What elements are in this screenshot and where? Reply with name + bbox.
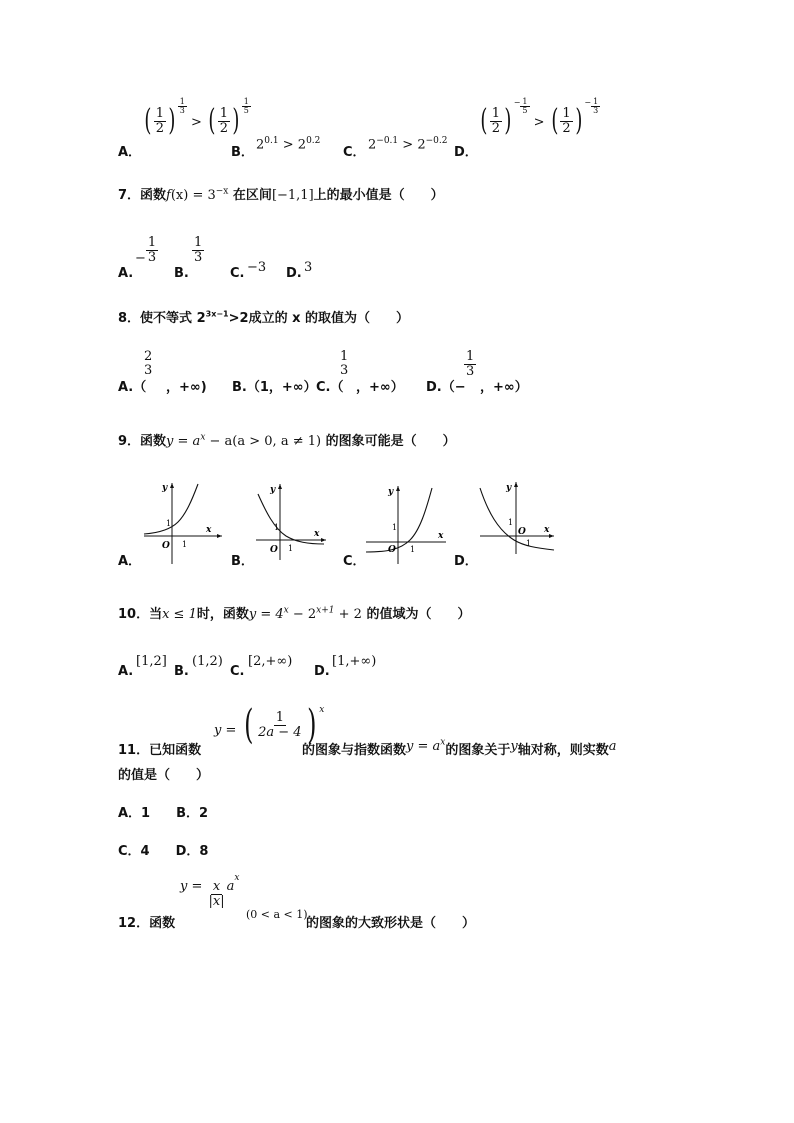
q9-a-one-x: 1 — [182, 540, 188, 549]
q6-option-a-expression: ( $\frac{1}{2}$ ) $\frac{1}{3}$ > ( $\frac{1}{2}$ ) $\frac{1}{5}$ — [144, 97, 249, 138]
q6-label-b: B． — [231, 145, 254, 160]
q9-a-axis-y: y — [162, 483, 168, 493]
q9-graph-c — [362, 478, 458, 568]
q9-graph-b — [252, 478, 348, 568]
q9-graph-a — [140, 478, 230, 568]
q6-option-b-expression: $2^{0.1} > 2^{0.2}$ — [256, 136, 321, 153]
q10-label-c: C. — [230, 664, 245, 679]
q8-stem: 8．使不等式 $2^{3x-1}>2$成立的 x 的取值为（ ） — [118, 309, 410, 326]
q10-option-a-value: [1,2] — [136, 654, 167, 669]
q11-formula: y = ( $\frac{1}{2a - 4}$ ) $^x$ — [214, 702, 325, 748]
q9-a-origin: O — [162, 541, 170, 551]
q8-option-d-fraction: $\frac{1}{3}$ — [466, 349, 475, 379]
q12-formula: y = $\frac{x}{|x|}$ $a^x$ — [180, 873, 240, 909]
q9-c-one-x: 1 — [410, 545, 416, 554]
q9-b-axis-x: x — [314, 529, 320, 539]
q10-label-a: A. — [118, 664, 134, 679]
q9-b-one-x: 1 — [288, 544, 294, 553]
q9-d-one-y: 1 — [508, 518, 514, 527]
q9-label-a: A． — [118, 554, 142, 569]
q8-option-b: B.（1，+∞） — [232, 380, 317, 395]
q9-b-origin: O — [270, 545, 278, 555]
q8-option-a-fraction: 2 3 — [144, 349, 153, 378]
q9-d-axis-y: y — [506, 483, 512, 493]
q11-stem — [118, 702, 678, 783]
q10-option-c-value: [2,+∞) — [248, 654, 293, 669]
q7-stem: 7．函数$f(x) = 3^{-x}$ 在区间[−1,1]上的最小值是（ ） — [118, 186, 444, 203]
q11-mid: 的图象与指数函数$y = a^x$的图象关于y轴对称，则实数a — [302, 737, 617, 758]
q9-b-axis-y: y — [270, 485, 276, 495]
q10-option-d-value: [1,+∞) — [332, 654, 377, 669]
q10-options — [118, 652, 418, 682]
q6-label-a: A． — [118, 145, 142, 160]
q12-suffix: 的图象的大致形状是（ ） — [306, 916, 476, 931]
q9-graph-d — [476, 478, 562, 568]
q9-d-axis-x: x — [544, 525, 550, 535]
q12-prefix: 12．函数 — [118, 916, 176, 931]
q7-label-c: C. — [230, 266, 245, 281]
q9-graphs — [118, 478, 578, 570]
q9-label-c: C． — [343, 554, 366, 569]
q8-option-a: A.（ — [118, 380, 147, 395]
q7-option-c-value: −3 — [247, 260, 267, 275]
q10-stem: 10．当x ≤ 1时，函数$y = 4^x - 2^{x+1} + 2$ 的值域为（ ） — [118, 605, 471, 622]
q6-label-d: D． — [454, 145, 478, 160]
q10-label-d: D. — [314, 664, 330, 679]
q6-options — [118, 98, 718, 158]
q6-option-d-expression: ( $\frac{1}{2}$ ) − $\frac{1}{5}$ > ( $\frac{1}{2}$ ) − $\frac{1}{3}$ — [480, 97, 599, 138]
q10-option-b-value: (1,2) — [192, 654, 223, 669]
q11-options-row1: A．1 B．2 — [118, 806, 209, 821]
q6-label-c: C． — [343, 145, 366, 160]
q8-option-a-rest: ，+∞) — [166, 380, 207, 395]
q12-condition: (0 < a < 1) — [246, 908, 308, 921]
q9-c-axis-y: y — [388, 487, 394, 497]
q8-options — [118, 348, 538, 396]
q9-d-one-x: 1 — [526, 539, 532, 548]
q10-label-b: B. — [174, 664, 189, 679]
q9-label-b: B． — [231, 554, 254, 569]
q9-b-one-y: 1 — [274, 523, 280, 532]
q11-prefix: 11．已知函数 — [118, 743, 202, 758]
q8-option-d: D.（− — [426, 380, 466, 395]
q9-stem: 9．函数$y = a^x - a(a > 0$, a ≠ 1) 的图象可能是（ ） — [118, 432, 456, 449]
q9-c-origin: O — [388, 545, 396, 555]
q7-label-b: B. — [174, 266, 189, 281]
q11-options-row2: C．4 D．8 — [118, 844, 209, 859]
q7-option-a-value: − $\frac{1}{3}$ — [135, 235, 157, 266]
q7-label-a: A. — [118, 266, 134, 281]
q7-option-d-value: 3 — [304, 260, 313, 275]
q8-option-c-fraction: 1 3 — [340, 349, 349, 378]
q6-option-c-expression: $2^{-0.1} > 2^{-0.2}$ — [368, 136, 448, 153]
q9-label-d: D． — [454, 554, 478, 569]
q9-a-one-y: 1 — [166, 519, 172, 528]
q7-option-b-value: $\frac{1}{3}$ — [194, 235, 203, 265]
q9-a-axis-x: x — [206, 525, 212, 535]
q7-label-d: D. — [286, 266, 302, 281]
q8-option-c: C.（ — [316, 380, 344, 395]
q9-d-origin: O — [518, 527, 526, 537]
q11-line2: 的值是（ ） — [118, 768, 210, 783]
q12-stem — [118, 873, 538, 931]
q9-c-axis-x: x — [438, 531, 444, 541]
q9-c-one-y: 1 — [392, 523, 398, 532]
q8-option-d-rest: ，+∞） — [480, 380, 528, 395]
q8-option-c-rest: ，+∞） — [356, 380, 404, 395]
